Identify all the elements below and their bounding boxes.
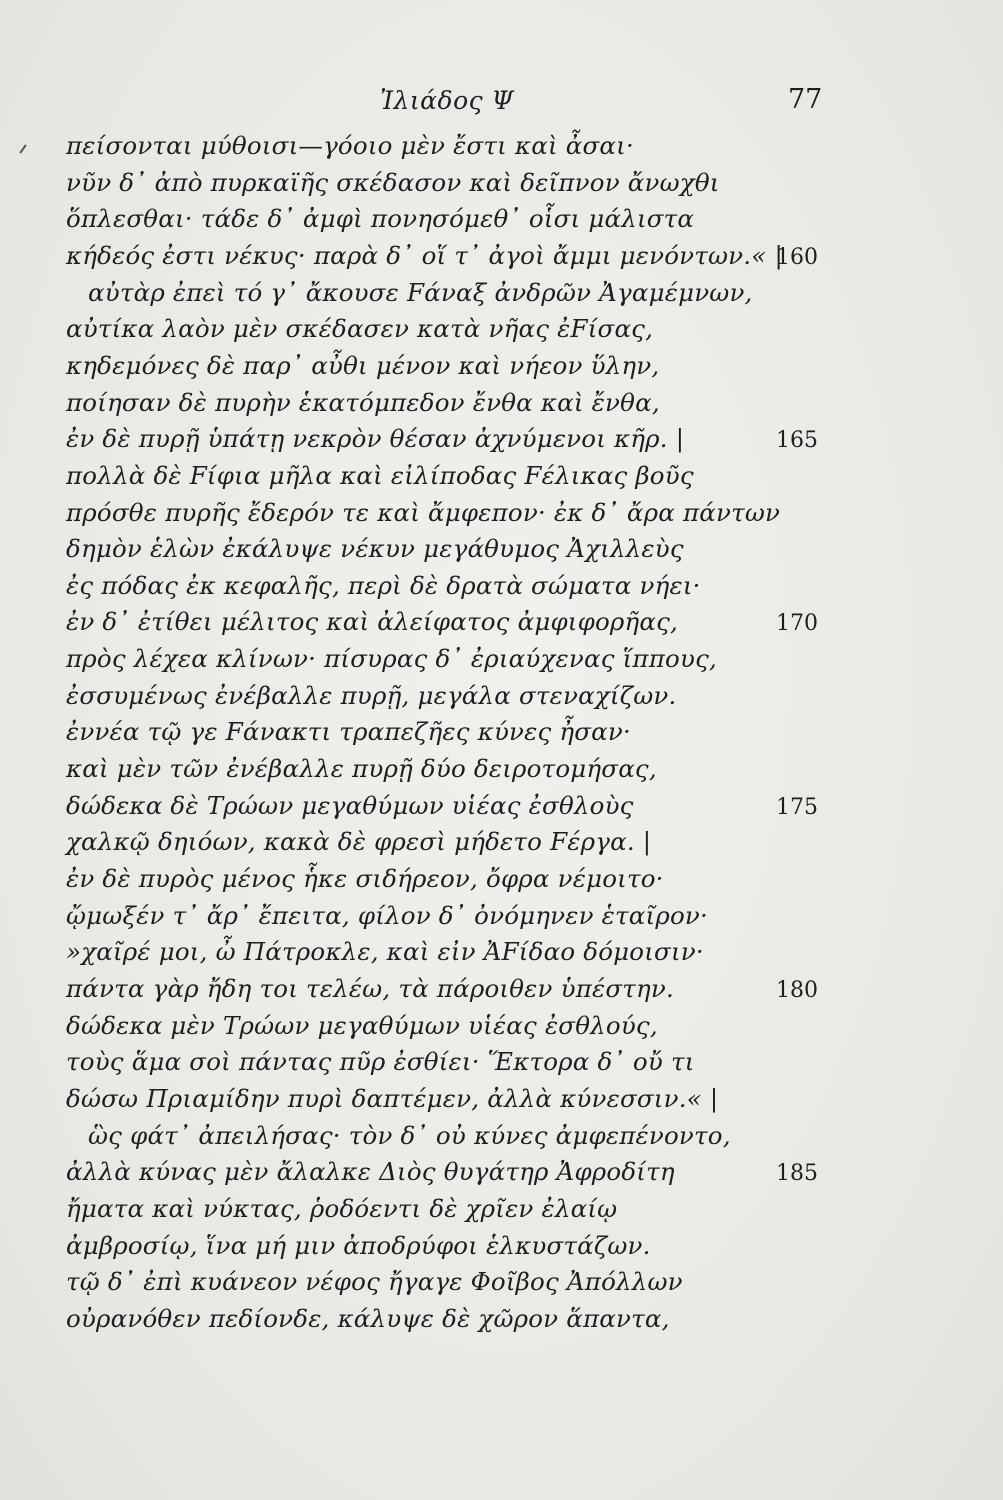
verse-line: δώδεκα δὲ Τρώων μεγαθύμων υἱέας ἐσθλοὺς [66, 790, 634, 820]
verse-line: αὐτίκα λαὸν μὲν σκέδασεν κατὰ νῆας ἐFίσας, [66, 314, 654, 344]
verse-line: ὣς φάτ᾿ ἀπειλήσας· τὸν δ᾿ οὐ κύνες ἀμφεπένοντο, [88, 1120, 731, 1150]
verse-line: ἐν δ᾿ ἐτίθει μέλιτος καὶ ἀλείφατος ἀμφιφορῆας, [66, 607, 679, 637]
verse-line: πείσονται μύθοισι—γόοιο μὲν ἔστι καὶ ἆσαι· [66, 131, 634, 160]
verse-line: δημὸν ἑλὼν ἐκάλυψε νέκυν μεγάθυμος Ἀχιλλεὺς [66, 534, 684, 564]
verse-number: 175 [776, 794, 818, 820]
verse-line: ἀλλὰ κύνας μὲν ἄλαλκε Διὸς θυγάτηρ Ἀφροδίτη [66, 1157, 675, 1187]
verse-line: ἐν δὲ πυρὸς μένος ἧκε σιδήρεον, ὄφρα νέμοιτο· [66, 864, 664, 893]
verse-line: τοὺς ἅμα σοὶ πάντας πῦρ ἐσθίει· Ἕκτορα δ᾿ οὔ τι [66, 1047, 695, 1077]
verse-number: 170 [776, 611, 818, 637]
verse-number: 180 [776, 977, 818, 1003]
verse-line: κήδεός ἐστι νέκυς· παρὰ δ᾿ οἵ τ᾿ ἀγοὶ ἄμμι μενόντων.« | [66, 240, 783, 270]
page-number: 77 [788, 84, 823, 115]
verse-number: 165 [776, 428, 818, 454]
verse-line: ὅπλεσθαι· τάδε δ᾿ ἀμφὶ πονησόμεθ᾿ οἷσι μάλιστα [66, 204, 695, 234]
verse-line: ἐν δὲ πυρῇ ὑπάτῃ νεκρὸν θέσαν ἀχνύμενοι κῆρ. | [66, 424, 685, 454]
verse-line: κηδεμόνες δὲ παρ᾿ αὖθι μένον καὶ νήεον ὕλην, [66, 350, 660, 380]
verse-line: δώσω Πριαμίδην πυρὶ δαπτέμεν, ἀλλὰ κύνεσσιν.« | [66, 1083, 719, 1113]
verse-line: χαλκῷ δηιόων, κακὰ δὲ φρεσὶ μήδετο Fέργα. | [66, 827, 652, 857]
verse-line: »χαῖρέ μοι, ὦ Πάτροκλε, καὶ εἰν ἈFίδαο δόμοισιν· [66, 937, 704, 967]
verse-line: αὐτὰρ ἐπεὶ τό γ᾿ ἄκουσε Fάναξ ἀνδρῶν Ἀγαμέμνων, [88, 277, 753, 307]
verse-line: καὶ μὲν τῶν ἐνέβαλλε πυρῇ δύο δειροτομήσας, [66, 754, 657, 784]
verse-line: οὐρανόθεν πεδίονδε, κάλυψε δὲ χῶρον ἅπαντα, [66, 1303, 670, 1333]
verse-line: δώδεκα μὲν Τρώων μεγαθύμων υἱέας ἐσθλούς, [66, 1010, 658, 1040]
verse-line: πάντα γὰρ ἤδη τοι τελέω, τὰ πάροιθεν ὑπέστην. [66, 973, 674, 1003]
running-title: Ἰλιάδος Ψ [380, 86, 515, 115]
verse-line: πρὸς λέχεα κλίνων· πίσυρας δ᾿ ἐριαύχενας ἵππους, [66, 644, 717, 674]
verse-line: ἐς πόδας ἐκ κεφαλῆς, περὶ δὲ δρατὰ σώματα νήει· [66, 570, 701, 600]
verse-line: ᾤμωξέν τ᾿ ἄρ᾿ ἔπειτα, φίλον δ᾿ ὀνόμηνεν ἑταῖρον· [66, 900, 708, 930]
verse-line: ἐννέα τῷ γε Fάνακτι τραπεζῆες κύνες ἦσαν· [66, 717, 632, 747]
verse-line: τῷ δ᾿ ἐπὶ κυάνεον νέφος ἤγαγε Φοῖβος Ἀπόλλων [66, 1267, 683, 1297]
verse-line: πρόσθε πυρῆς ἔδερόν τε καὶ ἄμφεπον· ἐκ δ᾿ ἄρα πάντων [66, 497, 781, 527]
verse-line: ποίησαν δὲ πυρὴν ἑκατόμπεδον ἔνθα καὶ ἔνθα, [66, 387, 660, 417]
verse-line: ἀμβροσίῳ, ἵνα μή μιν ἀποδρύφοι ἑλκυστάζων. [66, 1230, 651, 1260]
verse-line: ἤματα καὶ νύκτας, ῥοδόεντι δὲ χρῖεν ἐλαίῳ [66, 1193, 618, 1223]
verse-line: πολλὰ δὲ Fίφια μῆλα καὶ εἰλίποδας Fέλικας βοῦς [66, 460, 694, 490]
verse-number: 185 [776, 1161, 818, 1187]
verse-number: 160 [776, 244, 818, 270]
verse-line: νῦν δ᾿ ἀπὸ πυρκαϊῆς σκέδασον καὶ δεῖπνον ἄνωχθι [66, 167, 720, 197]
verse-line: ἐσσυμένως ἐνέβαλλε πυρῇ, μεγάλα στεναχίζων. [66, 680, 677, 710]
